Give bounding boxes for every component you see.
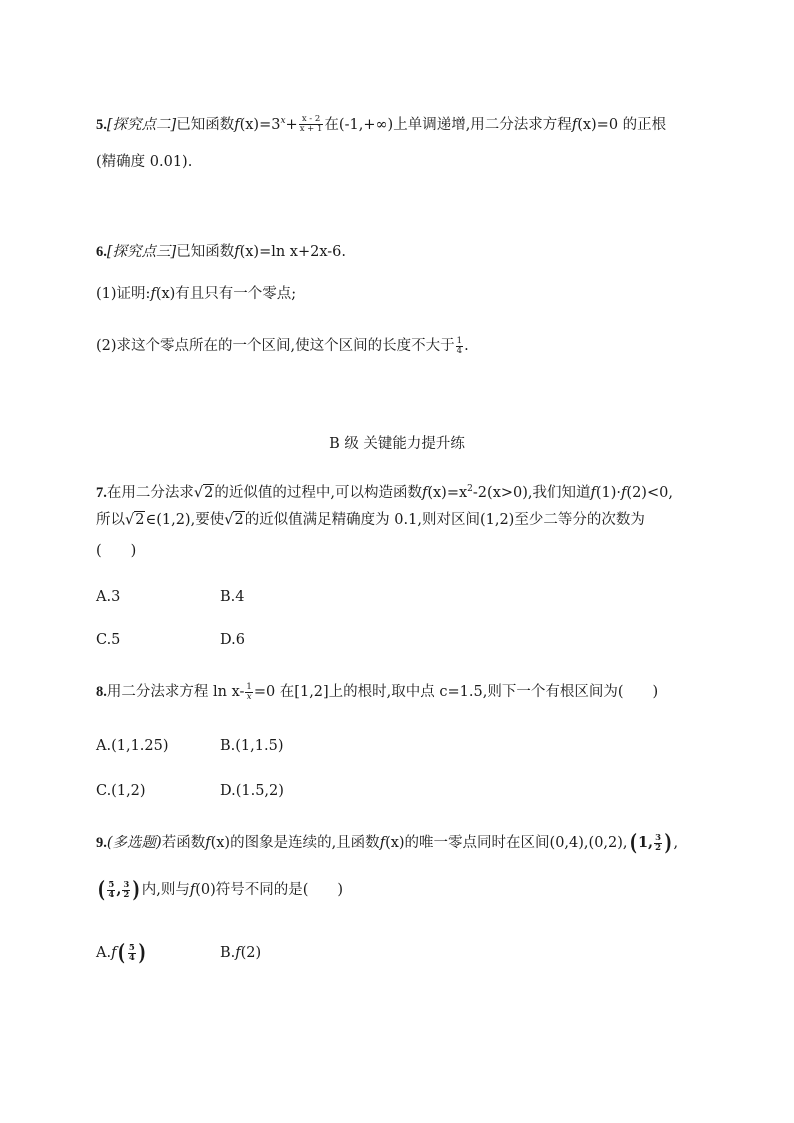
q8-text1: 用二分法求方程 ln x- — [106, 684, 245, 700]
q5-eq: (x)=3 — [239, 116, 281, 133]
q7-l2b: ∈(1,2),要使 — [145, 512, 225, 528]
q9-f3: f — [189, 882, 196, 898]
q6-f3: f — [150, 286, 156, 302]
q7-text3: (x)=x — [427, 484, 468, 501]
q7-answer-blank: ( ) — [96, 543, 137, 559]
q9-text-l2: 内,则与 — [141, 882, 190, 898]
q9-text1: 若函数 — [161, 835, 206, 851]
q8-fraction: $\frac{1}{x}$ — [246, 681, 252, 702]
q6-text2: (x)=ln x+2x-6. — [239, 244, 347, 260]
q6-line1 — [96, 242, 346, 262]
q8-option-b[interactable]: B.(1,1.5) — [220, 738, 284, 754]
q7-text5: (1)· — [595, 484, 622, 501]
q6-text: 已知函数 — [176, 244, 235, 260]
q8-number: 8. — [96, 684, 107, 700]
q9-paren-close: ) — [664, 830, 672, 856]
q5-fraction: $\frac{x - 2}{x + 1}$ — [299, 114, 323, 135]
q8-option-c[interactable]: C.(1,2) — [96, 783, 146, 799]
q5-text2: 在(-1,+∞)上单调递增,用二分法求方程 — [324, 116, 572, 133]
q7-option-b[interactable]: B.4 — [220, 589, 245, 605]
q8-option-d[interactable]: D.(1.5,2) — [220, 783, 284, 799]
q7-sup: 2 — [467, 484, 473, 494]
q5-line2: (精确度 0.01). — [96, 154, 193, 170]
q9-paren-close2: ) — [132, 877, 141, 903]
q9-option-a[interactable] — [96, 940, 147, 966]
q9-optB-arg: (2) — [240, 945, 262, 961]
q9-paren-open: ( — [629, 830, 637, 856]
q9-frac-5-4: $\frac{5}{4}$ — [108, 879, 115, 900]
q7-line1 — [96, 479, 673, 503]
q9-option-b[interactable] — [220, 943, 261, 963]
q6-period: . — [464, 338, 469, 354]
q7-f3: f — [621, 484, 627, 501]
q9-interval-fraction: $\frac{3}{2}$ — [655, 832, 662, 853]
q9-f2: f — [379, 835, 386, 851]
q9-line1 — [96, 830, 679, 856]
q5-f: f — [234, 116, 240, 133]
q5-sup: x — [280, 116, 286, 126]
q7-line2 — [96, 510, 645, 530]
q7-text4: -2(x>0),我们知道 — [472, 484, 591, 501]
q8-option-a[interactable]: A.(1,1.25) — [96, 738, 169, 754]
q9-line2: ( $\frac{5}{4}$ , $\frac{3}{2}$ ) 内,则与f(0)符号不同的是( ) — [97, 877, 344, 903]
q7-text1: 在用二分法求 — [106, 484, 194, 501]
q7-number: 7. — [96, 484, 107, 501]
q7-l2c: 的近似值满足精确度为 0.1,则对区间(1,2)至少二等分的次数为 — [244, 512, 645, 528]
q5-number: 5. — [96, 116, 107, 133]
q5-f2: f — [571, 116, 578, 133]
q9-optA-fraction: $\frac{5}{4}$ — [128, 942, 135, 963]
q6-number: 6. — [96, 244, 107, 260]
q7-option-a[interactable]: A.3 — [96, 589, 121, 605]
q9-optB-f: f — [235, 945, 241, 961]
q9-tag: (多选题) — [106, 835, 162, 851]
q9-optA-paren-open: ( — [118, 940, 126, 966]
q6-part1-text: (x)有且只有一个零点; — [155, 286, 297, 302]
q9-frac-3-2: $\frac{3}{2}$ — [123, 879, 130, 900]
q7-l2a: 所以 — [96, 512, 125, 528]
q9-option-a-label: A. — [96, 945, 112, 961]
q6-part2 — [96, 336, 469, 356]
q5-plus: + — [285, 116, 298, 133]
q5-line1 — [96, 111, 666, 135]
q6-fraction: $\frac{1}{4}$ — [456, 335, 463, 356]
q8-text2: =0 在[1,2]上的根时,取中点 c=1.5,则下一个有根区间为( ) — [253, 684, 659, 700]
sqrt-2: √2 — [125, 512, 145, 528]
q8-line1 — [96, 682, 658, 702]
q6-part1 — [96, 284, 296, 304]
q7-text2: 的近似值的过程中,可以构造函数 — [214, 484, 422, 501]
q9-f: f — [205, 835, 211, 851]
q6-tag: [探究点三] — [106, 244, 177, 260]
q5-text3: (x)=0 的正根 — [577, 116, 667, 133]
sqrt-2: √2 — [193, 484, 214, 501]
q7-option-d[interactable]: D.6 — [220, 632, 245, 648]
q6-part2-text: (2)求这个零点所在的一个区间,使这个区间的长度不大于 — [96, 338, 455, 354]
section-title: B 级 关键能力提升练 — [329, 436, 465, 452]
q9-interval-start: 1, — [637, 834, 654, 851]
q9-paren-open2: ( — [97, 877, 105, 903]
q6-f: f — [234, 244, 240, 260]
sqrt-2: √2 — [224, 512, 244, 528]
q9-comma: , — [673, 835, 679, 851]
q9-text3: (x)的唯一零点同时在区间(0,4),(0,2), — [385, 835, 628, 851]
q7-f: f — [421, 484, 428, 501]
q9-text2: (x)的图象是连续的,且函数 — [210, 835, 380, 851]
q5-tag: [探究点二] — [106, 116, 177, 133]
q9-text-l2b: (0)符号不同的是( ) — [195, 882, 344, 898]
q5-text: 已知函数 — [176, 116, 235, 133]
q9-number: 9. — [96, 835, 107, 851]
q9-optA-f: f — [111, 945, 117, 961]
q7-f2: f — [590, 484, 596, 501]
q7-text6: (2)<0, — [626, 484, 673, 501]
q7-option-c[interactable]: C.5 — [96, 632, 121, 648]
q9-optA-paren-close: ) — [138, 940, 146, 966]
q6-part1-label: (1)证明: — [96, 286, 151, 302]
q9-option-b-label: B. — [220, 945, 236, 961]
